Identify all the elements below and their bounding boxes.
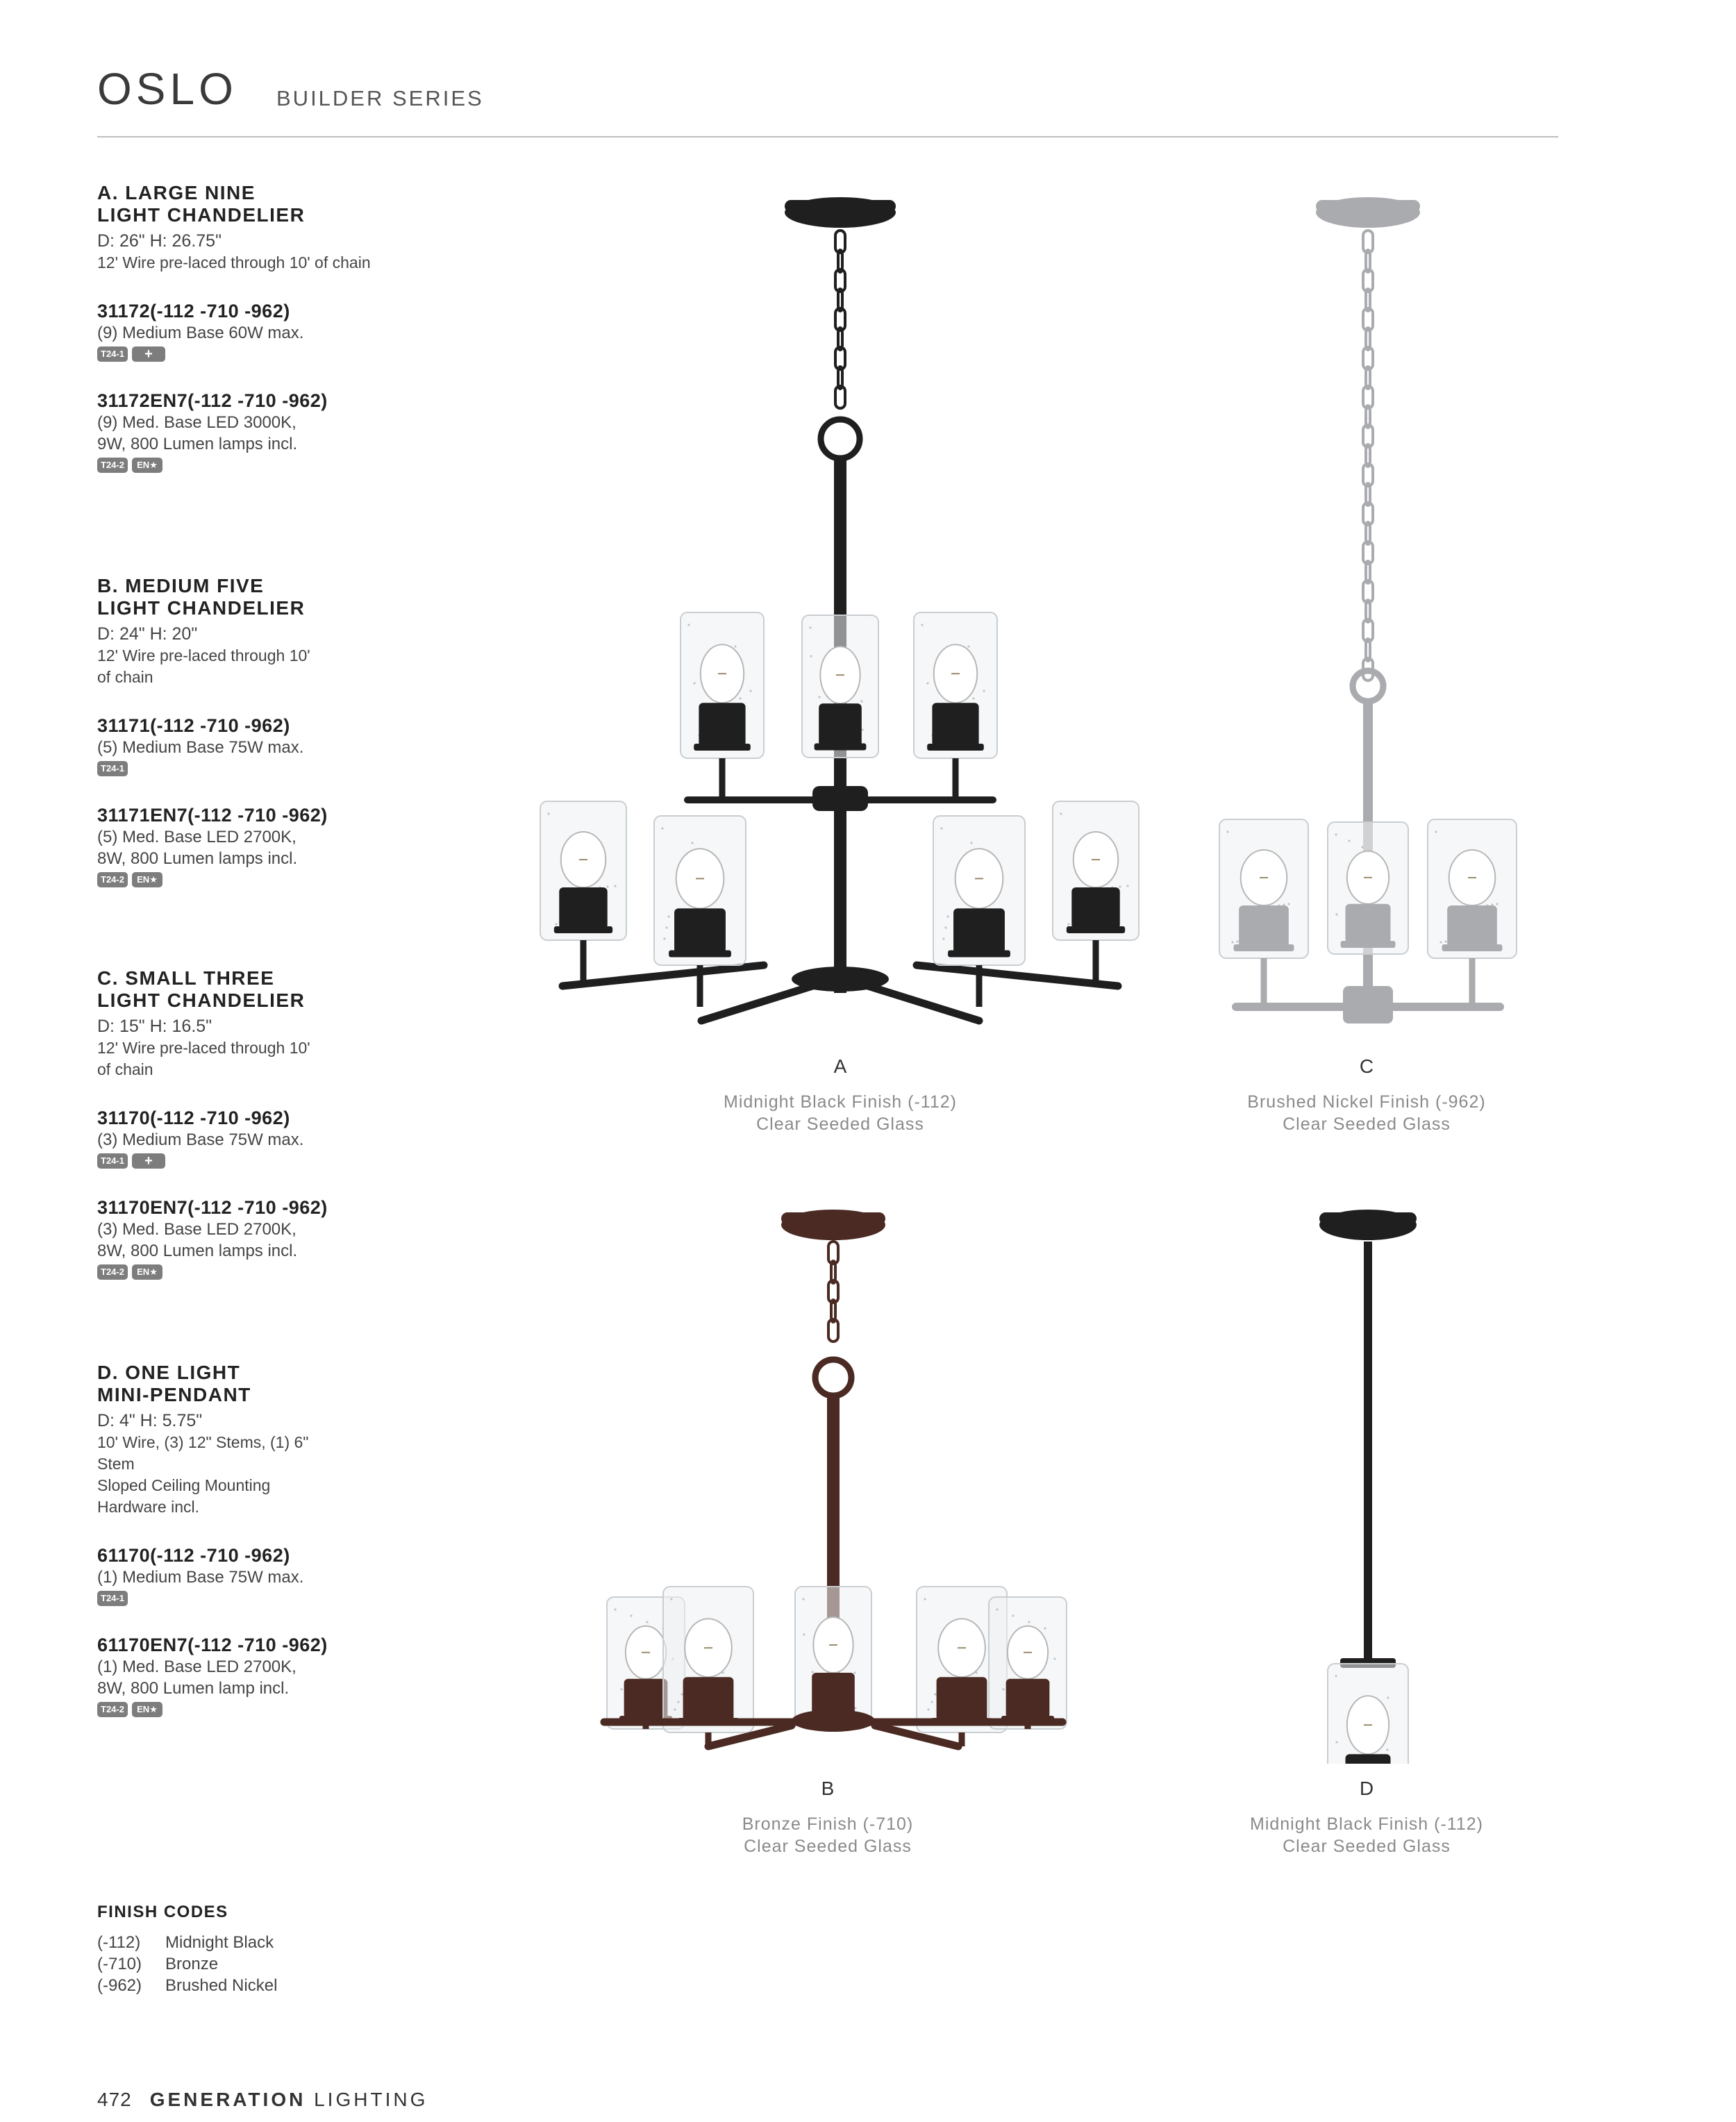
seed-bubble <box>681 1693 683 1695</box>
socket <box>1447 905 1497 947</box>
socket-cup <box>927 744 984 751</box>
finish-codes-title: FINISH CODES <box>97 1903 228 1921</box>
pendant-stem <box>1364 1242 1372 1658</box>
seed-bubble <box>749 690 751 692</box>
sku-code: 31172(-112 -710 -962) <box>97 301 290 321</box>
product-heading: B. MEDIUM FIVE <box>97 575 265 596</box>
seed-bubble <box>665 926 667 928</box>
socket <box>937 1677 987 1721</box>
seed-bubble <box>967 645 969 647</box>
seed-bubble <box>646 1621 648 1623</box>
finish-code: (-962) <box>97 1976 142 1995</box>
seed-bubble <box>940 827 942 829</box>
plus-badge-icon: + <box>132 346 165 362</box>
figure-d-finish: Midnight Black Finish (-112) <box>1250 1814 1483 1834</box>
sku-block <box>97 390 472 474</box>
product-heading: D. ONE LIGHT <box>97 1362 241 1383</box>
seed-bubble <box>809 626 811 628</box>
finish-code: (-112) <box>97 1933 141 1952</box>
socket-cup <box>1341 941 1396 948</box>
figure-d-letter: D <box>1359 1778 1374 1799</box>
sku-description: (1) Medium Base 75W max. <box>97 1568 304 1587</box>
series-subtitle: BUILDER SERIES <box>276 86 484 110</box>
sku-badges <box>97 346 472 363</box>
seed-bubble <box>1335 833 1337 835</box>
seed-bubble <box>661 827 663 829</box>
page-number: 472 <box>97 2089 132 2110</box>
seed-bubble <box>972 697 974 699</box>
product-note: 12' Wire pre-laced through 10' of chain <box>97 253 371 271</box>
sku-code: 61170(-112 -710 -962) <box>97 1545 290 1566</box>
canopy-top <box>785 200 896 212</box>
seed-bubble <box>818 696 820 698</box>
socket <box>819 703 862 746</box>
seed-bubble <box>691 842 693 844</box>
sku-block <box>97 1196 472 1281</box>
seed-bubble <box>1496 903 1498 905</box>
product-heading: LIGHT CHANDELIER <box>97 597 306 619</box>
product-dimensions: D: 24" H: 20" <box>97 624 198 644</box>
seed-bubble <box>1361 846 1363 848</box>
sku-description: (3) Medium Base 75W max. <box>97 1130 304 1149</box>
product-heading: A. LARGE NINE <box>97 182 256 203</box>
sku-description: 8W, 800 Lumen lamps incl. <box>97 1242 298 1260</box>
seed-bubble <box>1287 903 1290 905</box>
figure-d-glass: Clear Seeded Glass <box>1283 1837 1451 1856</box>
seed-bubble <box>1119 885 1121 887</box>
sku-code: 31171(-112 -710 -962) <box>97 715 290 736</box>
sku-description: (5) Medium Base 75W max. <box>97 738 304 757</box>
seed-bubble <box>1335 1675 1337 1677</box>
seed-bubble <box>921 624 923 626</box>
seed-bubble <box>926 682 928 684</box>
sku-block <box>97 715 472 778</box>
seed-bubble <box>1231 941 1233 943</box>
product-note: of chain <box>97 668 153 686</box>
seed-bubble <box>1028 1621 1030 1623</box>
socket-cup <box>1442 944 1502 951</box>
socket-cup <box>1067 926 1125 933</box>
product-spec-d <box>97 1362 472 1719</box>
finish-name: Brushed Nickel <box>165 1976 278 1995</box>
sku-badges <box>97 1702 472 1719</box>
product-heading: MINI-PENDANT <box>97 1384 251 1405</box>
seed-bubble <box>944 926 946 928</box>
sku-code: 31172EN7(-112 -710 -962) <box>97 390 328 411</box>
sku-description: (1) Med. Base LED 2700K, <box>97 1657 297 1676</box>
title24-badge: T24-2 <box>97 458 128 473</box>
product-note: 12' Wire pre-laced through 10' <box>97 1039 310 1057</box>
finish-code-row <box>97 1932 277 1953</box>
seed-bubble <box>734 645 736 647</box>
seed-bubble <box>670 1598 672 1600</box>
seed-bubble <box>1444 940 1446 942</box>
seed-bubble <box>1348 839 1350 842</box>
figure-c-glass: Clear Seeded Glass <box>1283 1114 1451 1134</box>
socket <box>1346 1754 1391 1764</box>
arm <box>868 986 979 1021</box>
title24-badge: T24-1 <box>97 1153 128 1169</box>
socket <box>932 703 978 746</box>
sku-badges <box>97 1153 472 1170</box>
seed-bubble <box>1044 1627 1046 1629</box>
seed-bubble <box>1236 940 1238 942</box>
seed-bubble <box>1435 830 1437 833</box>
seed-bubble <box>1386 1748 1388 1751</box>
seed-bubble <box>930 1701 933 1703</box>
finish-code: (-710) <box>97 1955 142 1973</box>
product-dimensions: D: 26" H: 26.75" <box>97 231 222 251</box>
product-heading: C. SMALL THREE <box>97 967 275 989</box>
socket-cup <box>1233 944 1294 951</box>
sku-code: 31170EN7(-112 -710 -962) <box>97 1197 328 1218</box>
sku-block <box>97 1634 472 1719</box>
energy-star-badge: EN★ <box>132 1702 162 1717</box>
seed-bubble <box>1060 812 1062 814</box>
seed-bubble <box>983 690 985 692</box>
finish-code-row <box>97 1975 277 1996</box>
socket-cup <box>815 744 867 751</box>
ring-loop <box>815 1360 851 1396</box>
sku-block <box>97 1107 472 1170</box>
product-spec-a <box>97 182 472 575</box>
socket <box>1239 905 1289 947</box>
header-divider <box>97 136 1558 137</box>
seed-bubble <box>854 1707 856 1709</box>
sku-block <box>97 1544 472 1607</box>
page-title: OSLO <box>97 64 237 114</box>
product-heading: LIGHT CHANDELIER <box>97 989 306 1011</box>
seed-bubble <box>687 624 690 626</box>
product-note: of chain <box>97 1060 153 1078</box>
sku-badges <box>97 872 472 889</box>
sku-badges <box>97 1264 472 1281</box>
sku-description: 8W, 800 Lumen lamps incl. <box>97 849 298 868</box>
seed-bubble <box>606 885 608 887</box>
product-dimensions: D: 4" H: 5.75" <box>97 1411 203 1430</box>
seed-bubble <box>739 697 741 699</box>
energy-star-badge: EN★ <box>132 872 162 887</box>
sku-description: 8W, 800 Lumen lamp incl. <box>97 1679 290 1698</box>
product-heading: LIGHT CHANDELIER <box>97 204 306 226</box>
figure-b-chandelier <box>583 1208 1083 1764</box>
product-note: Hardware incl. <box>97 1498 199 1516</box>
figure-a-glass: Clear Seeded Glass <box>756 1114 924 1134</box>
seed-bubble <box>1067 923 1069 925</box>
sku-description: (9) Med. Base LED 3000K, <box>97 413 297 432</box>
seed-bubble <box>1226 830 1228 833</box>
energy-star-badge: EN★ <box>132 1264 162 1280</box>
plus-badge-icon: + <box>132 1153 165 1169</box>
socket <box>953 908 1005 953</box>
seed-bubble <box>810 655 812 657</box>
seed-bubble <box>620 1688 622 1690</box>
sku-code: 61170EN7(-112 -710 -962) <box>97 1635 328 1655</box>
figure-b-glass: Clear Seeded Glass <box>744 1837 912 1856</box>
title24-badge: T24-2 <box>97 1702 128 1717</box>
energy-star-badge: EN★ <box>132 458 162 473</box>
product-spec-c <box>97 967 472 1362</box>
seed-bubble <box>663 937 665 939</box>
ring-loop <box>1353 671 1383 701</box>
sku-code: 31171EN7(-112 -710 -962) <box>97 805 328 826</box>
sku-code: 31170(-112 -710 -962) <box>97 1108 290 1128</box>
seed-bubble <box>803 1633 805 1635</box>
product-note: Sloped Ceiling Mounting <box>97 1476 271 1494</box>
figure-b-letter: B <box>821 1778 835 1799</box>
title24-badge: T24-2 <box>97 872 128 887</box>
seed-bubble <box>1387 1696 1389 1698</box>
seed-bubble <box>811 1671 813 1673</box>
socket-cup <box>948 951 1010 958</box>
socket <box>1346 904 1391 944</box>
canopy-top <box>1316 200 1420 212</box>
figure-c-finish: Brushed Nickel Finish (-962) <box>1247 1092 1486 1112</box>
seed-bubble <box>674 1708 676 1710</box>
sku-badges <box>97 761 472 778</box>
seed-bubble <box>1012 1614 1014 1616</box>
product-note: 12' Wire pre-laced through 10' <box>97 646 310 665</box>
seed-bubble <box>853 1671 856 1673</box>
seed-bubble <box>996 1608 998 1610</box>
seed-bubble <box>970 842 972 844</box>
seed-bubble <box>1335 913 1337 915</box>
canopy-top <box>1319 1212 1417 1225</box>
finish-name: Bronze <box>165 1955 219 1973</box>
brand-name-light: LIGHTING <box>314 2089 428 2110</box>
figure-b-finish: Bronze Finish (-710) <box>742 1814 914 1834</box>
seed-bubble <box>614 1608 616 1610</box>
sku-block <box>97 804 472 889</box>
seed-bubble <box>1335 1741 1337 1743</box>
seed-bubble <box>861 728 863 730</box>
seed-bubble <box>1439 941 1442 943</box>
socket <box>812 1673 855 1714</box>
seed-bubble <box>860 700 862 702</box>
sku-block <box>97 300 472 363</box>
title24-badge: T24-2 <box>97 1264 128 1280</box>
sku-description: (3) Med. Base LED 2700K, <box>97 1220 297 1239</box>
title24-badge: T24-1 <box>97 761 128 776</box>
seed-bubble <box>946 915 949 917</box>
figure-d-pendant <box>1292 1208 1444 1764</box>
product-note: Stem <box>97 1455 135 1473</box>
seed-bubble <box>693 682 695 684</box>
socket-cup <box>554 926 612 933</box>
seed-bubble <box>630 1614 632 1616</box>
seed-bubble <box>1126 885 1128 887</box>
figure-a-finish: Midnight Black Finish (-112) <box>724 1092 957 1112</box>
spec-column <box>97 182 472 1719</box>
sku-badges <box>97 1591 472 1607</box>
seed-bubble <box>934 1693 936 1695</box>
sku-badges <box>97 458 472 474</box>
finish-code-row <box>97 1953 277 1975</box>
figure-a-chandelier <box>535 187 1146 1042</box>
brand-name-bold: GENERATION <box>149 2089 306 2110</box>
finish-name: Midnight Black <box>165 1933 274 1952</box>
finish-codes <box>97 1903 277 1996</box>
socket <box>674 908 726 953</box>
seed-bubble <box>802 1598 804 1600</box>
product-note: 10' Wire, (3) 12" Stems, (1) 6" <box>97 1433 309 1451</box>
figure-c-letter: C <box>1359 1055 1374 1077</box>
arm <box>917 965 1118 986</box>
ring-loop <box>821 419 860 458</box>
socket <box>1006 1679 1050 1719</box>
seed-bubble <box>677 1701 679 1703</box>
seed-bubble <box>667 915 669 917</box>
socket <box>624 1679 668 1719</box>
seed-bubble <box>547 812 549 814</box>
sku-description: (5) Med. Base LED 2700K, <box>97 828 297 846</box>
seed-bubble <box>1002 1688 1004 1690</box>
product-spec-b <box>97 575 472 967</box>
arm <box>562 965 764 986</box>
seed-bubble <box>942 937 944 939</box>
socket-cup <box>669 951 731 958</box>
seed-bubble <box>924 1598 926 1600</box>
socket <box>559 887 607 929</box>
title24-badge: T24-1 <box>97 1591 128 1606</box>
socket-cup <box>694 744 751 751</box>
sku-description: 9W, 800 Lumen lamps incl. <box>97 435 298 453</box>
product-dimensions: D: 15" H: 16.5" <box>97 1017 212 1036</box>
arm <box>701 986 812 1021</box>
socket <box>1071 887 1119 929</box>
figure-c-chandelier <box>1208 187 1528 1042</box>
page-footer <box>97 2089 428 2111</box>
socket <box>683 1677 734 1721</box>
seed-bubble <box>555 923 557 925</box>
seed-bubble <box>927 1708 929 1710</box>
sku-description: (9) Medium Base 60W max. <box>97 324 304 342</box>
seed-bubble <box>614 885 616 887</box>
canopy-top <box>781 1212 885 1225</box>
figure-a-letter: A <box>833 1055 847 1077</box>
seed-bubble <box>1053 1657 1055 1660</box>
title24-badge: T24-1 <box>97 346 128 362</box>
socket <box>699 703 745 746</box>
